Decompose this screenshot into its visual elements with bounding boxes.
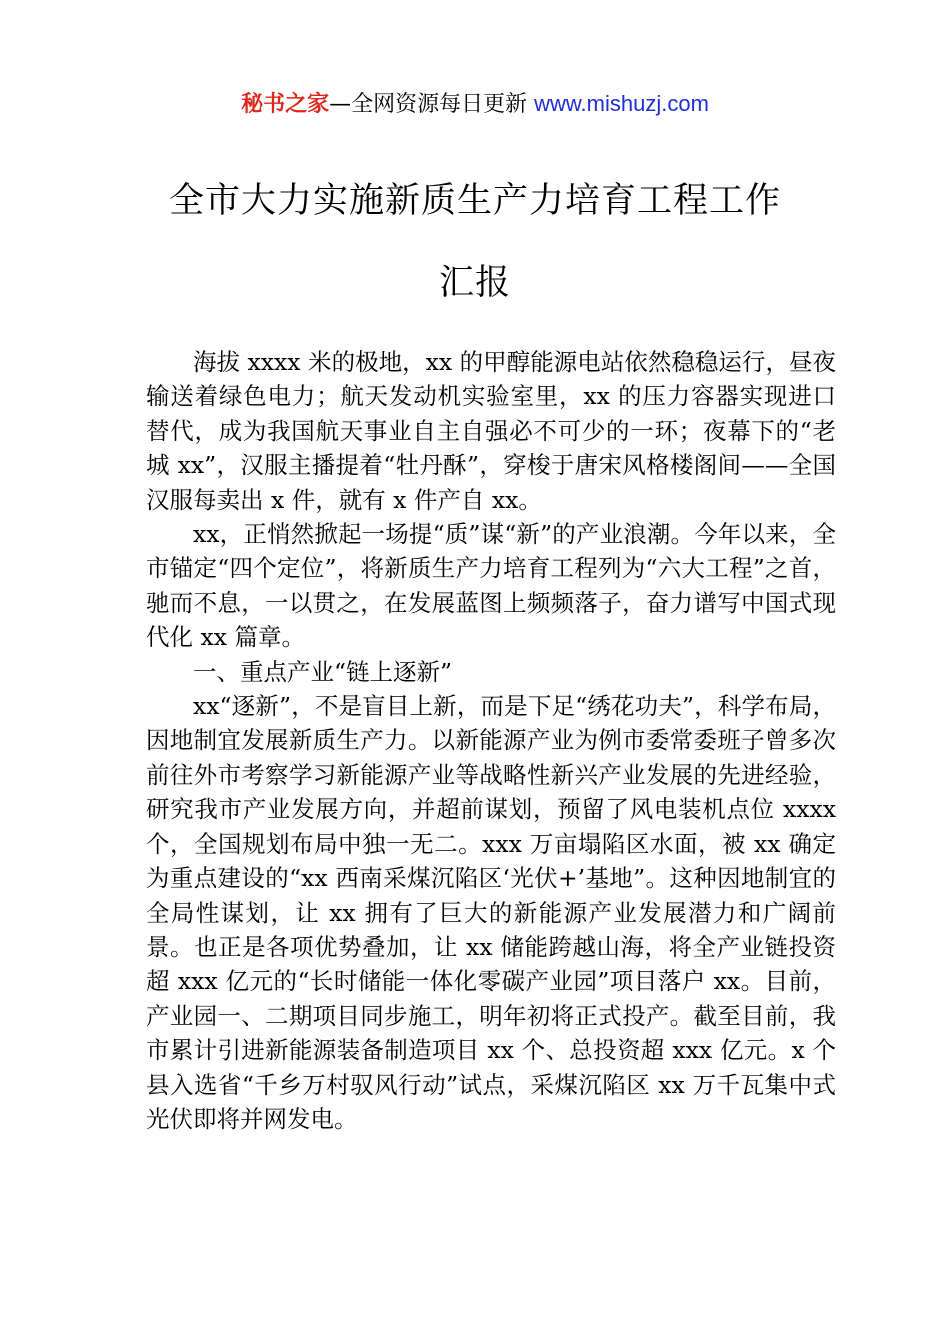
document-title: [100, 160, 850, 324]
site-url-link[interactable]: www.mishuzj.com: [534, 91, 709, 116]
document-body: [146, 345, 836, 1136]
section-heading-1: 一、重点产业“链上逐新”: [193, 657, 453, 686]
title-line-1: 全市大力实施新质生产力培育工程工作: [168, 181, 781, 221]
site-header: [0, 88, 950, 121]
header-tagline: —全网资源每日更新: [329, 92, 535, 117]
paragraph-1: 海拔 xxxx 米的极地，xx 的甲醇能源电站依然稳稳运行，昼夜输送着绿色电力；航天发动机实验室里，xx 的压力容器实现进口替代，成为我国航天事业自主自强必不可少的一环；夜幕下的“老城 xx”，汉服主播提着“牡丹酥”，穿梭于唐宋风格楼阁间——全国汉服每卖出 x 件，就有 x 件产自 xx。: [146, 348, 836, 514]
paragraph-3: xx“逐新”，不是盲目上新，而是下足“绣花功夫”，科学布局，因地制宜发展新质生产力。以新能源产业为例市委常委班子曾多次前往外市考察学习新能源产业等战略性新兴产业发展的先进经验，研究我市产业发展方向，并超前谋划，预留了风电装机点位 xxxx 个，全国规划布局中独一无二。xxx 万亩塌陷区水面，被 xx 确定为重点建设的“xx 西南采煤沉陷区‘光伏+’基地”。这种因地制宜的全局性谋划，让 xx 拥有了巨大的新能源产业发展潜力和广阔前景。也正是各项优势叠加，让 xx 储能跨越山海，将全产业链投资超 xxx 亿元的“长时储能一体化零碳产业园”项目落户 xx。目前，产业园一、二期项目同步施工，明年初将正式投产。截至目前，我市累计引进新能源装备制造项目 xx 个、总投资超 xxx 亿元。x 个县入选省“千乡万村驭风行动”试点，采煤沉陷区 xx 万千瓦集中式光伏即将并网发电。: [146, 692, 836, 1133]
brand-name: 秘书之家: [241, 92, 330, 117]
paragraph-2: xx，正悄然掀起一场提“质”谋“新”的产业浪潮。今年以来，全市锚定“四个定位”，将新质生产力培育工程列为“六大工程”之首，驰而不息，一以贯之，在发展蓝图上频频落子，奋力谱写中国式现代化 xx 篇章。: [146, 520, 836, 652]
title-line-2: 汇报: [438, 263, 511, 303]
